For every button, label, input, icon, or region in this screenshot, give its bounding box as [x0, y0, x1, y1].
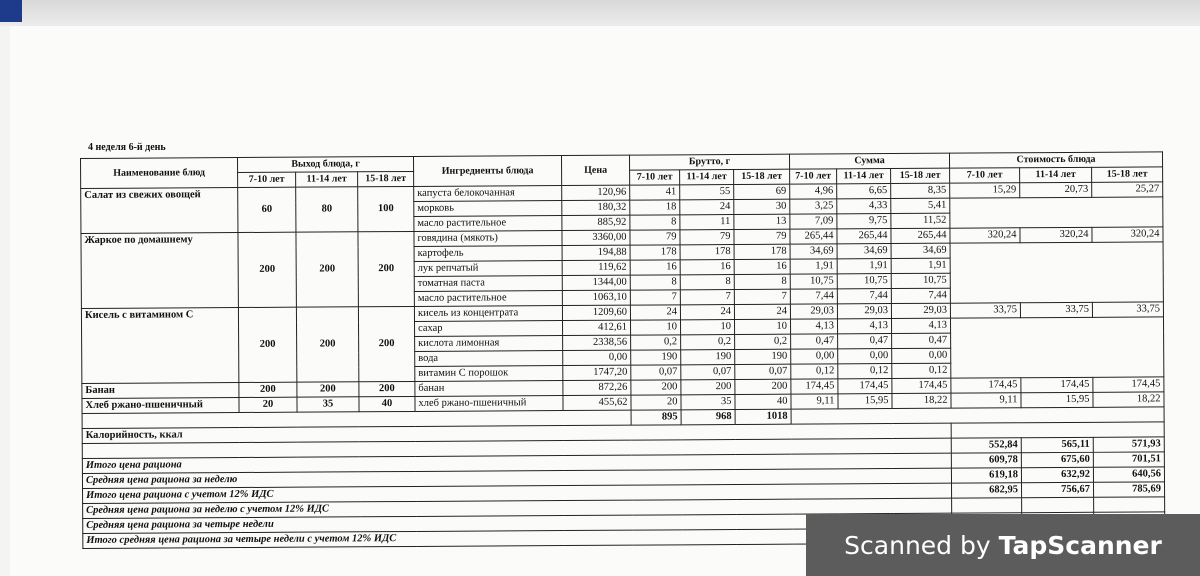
dish-name: Салат из свежих овощей: [81, 188, 238, 234]
scanner-watermark: [806, 514, 1200, 576]
dish-cost: 25,27: [1092, 182, 1163, 197]
empty-cell: [951, 422, 1164, 438]
dish-output: 200: [296, 232, 358, 307]
sum-value: 265,44: [891, 228, 950, 243]
sum-value: 265,44: [837, 229, 891, 244]
dish-output: 40: [359, 396, 415, 411]
sum-value: 4,96: [790, 184, 837, 199]
brutto-value: 79: [734, 229, 790, 244]
dish-cost: 15,95: [1021, 392, 1093, 407]
brutto-value: 0,2: [735, 334, 791, 349]
empty-cell: [950, 242, 1163, 303]
summary-value: 682,95: [952, 483, 1022, 498]
brutto-value: 10: [680, 320, 734, 335]
dish-output: 100: [358, 186, 414, 231]
brutto-value: 7: [680, 290, 734, 305]
sum-value: 0,12: [791, 364, 838, 379]
brutto-value: 55: [680, 185, 734, 200]
ingredient-name: витамин С порошок: [415, 366, 563, 382]
dish-cost: 18,22: [1093, 392, 1164, 407]
header-age: 15-18 лет: [891, 168, 950, 183]
brutto-value: 190: [735, 349, 791, 364]
sum-value: 4,33: [837, 199, 891, 214]
brutto-value: 30: [734, 199, 790, 214]
ingredient-price: 1747,20: [563, 365, 631, 380]
ingredient-name: вода: [415, 351, 563, 367]
sum-value: 1,91: [790, 259, 837, 274]
dish-output: 200: [239, 382, 297, 397]
sum-value: 34,69: [891, 243, 950, 258]
brutto-value: 7: [734, 289, 790, 304]
header-age: 7-10 лет: [630, 170, 680, 185]
summary-value: 640,56: [1093, 467, 1164, 482]
sum-value: 9,11: [791, 394, 838, 409]
ingredient-price: 180,32: [562, 200, 630, 215]
sum-value: 9,75: [837, 214, 891, 229]
header-output: Выход блюда, г: [238, 156, 414, 172]
sum-value: 6,65: [837, 184, 891, 199]
brutto-value: 190: [681, 350, 735, 365]
sum-value: 174,45: [791, 379, 838, 394]
dish-output: 35: [297, 397, 359, 412]
summary-label: Средняя цена рациона за неделю с учетом 12% ИДС: [83, 498, 952, 518]
ingredient-name: кислота лимонная: [415, 336, 563, 352]
summary-value: 619,18: [951, 468, 1021, 483]
brutto-value: 0,2: [631, 335, 681, 350]
header-dish: Наименование блюд: [81, 158, 238, 189]
dish-output: 200: [358, 306, 414, 381]
summary-value: [1022, 497, 1094, 512]
brutto-value: 8: [680, 275, 734, 290]
brutto-total: 1018: [735, 409, 791, 424]
header-age: 7-10 лет: [950, 168, 1020, 183]
ingredient-price: 872,26: [563, 380, 631, 395]
sum-value: 174,45: [892, 378, 951, 393]
ingredient-price: 2338,56: [563, 335, 631, 350]
summary-value: 701,51: [1093, 452, 1164, 467]
ingredient-price: 885,92: [562, 215, 630, 230]
brutto-value: 178: [680, 245, 734, 260]
ingredient-name: хлеб ржано-пшеничный: [415, 396, 563, 412]
dish-cost: 33,75: [950, 303, 1020, 318]
brutto-value: 7: [630, 290, 680, 305]
sum-value: 1,91: [891, 258, 950, 273]
sum-value: 15,95: [838, 394, 892, 409]
brutto-value: 0,07: [681, 365, 735, 380]
header-age: 7-10 лет: [238, 172, 296, 187]
brutto-value: 16: [734, 259, 790, 274]
header-age: 7-10 лет: [790, 169, 837, 184]
brutto-value: 11: [680, 215, 734, 230]
ingredient-name: томатная паста: [414, 276, 562, 292]
brutto-value: 40: [735, 394, 791, 409]
sum-value: 4,13: [790, 319, 837, 334]
brutto-value: 8: [630, 275, 680, 290]
header-ingredients: Ингредиенты блюда: [413, 156, 561, 187]
ingredient-name: лук репчатый: [414, 261, 562, 277]
header-age: 11-14 лет: [296, 172, 358, 187]
ingredient-name: кисель из концентрата: [414, 306, 562, 322]
dish-cost: 174,45: [1093, 377, 1164, 392]
dish-output: 60: [238, 187, 296, 232]
brutto-value: 16: [630, 260, 680, 275]
sum-value: 10,75: [891, 273, 950, 288]
sum-value: 0,00: [838, 349, 892, 364]
summary-value: [952, 498, 1022, 513]
header-sum: Сумма: [789, 153, 949, 169]
header-cost: Стоимость блюда: [949, 152, 1162, 168]
summary-value: 609,78: [951, 453, 1021, 468]
ingredient-name: масло растительное: [414, 216, 562, 232]
brutto-value: 10: [631, 320, 681, 335]
brutto-total: 895: [631, 410, 681, 425]
sum-value: 7,44: [837, 289, 891, 304]
dish-cost: 33,75: [1092, 302, 1163, 317]
header-age: 15-18 лет: [734, 169, 790, 184]
brutto-value: 24: [680, 305, 734, 320]
header-age: 11-14 лет: [837, 169, 891, 184]
dish-name: Жаркое по домашнему: [81, 233, 238, 309]
brutto-value: 200: [735, 379, 791, 394]
sum-value: 4,13: [891, 318, 950, 333]
brutto-value: 178: [630, 245, 680, 260]
sum-value: 5,41: [891, 198, 950, 213]
header-age: 11-14 лет: [680, 170, 734, 185]
dish-cost: 320,24: [950, 228, 1020, 243]
sum-value: 18,22: [892, 393, 951, 408]
ingredient-name: картофель: [414, 246, 562, 262]
ingredient-price: 3360,00: [562, 230, 630, 245]
calories-label: Калорийность, ккал: [82, 423, 951, 443]
brutto-value: 13: [734, 214, 790, 229]
brutto-value: 190: [631, 350, 681, 365]
summary-label: Средняя цена рациона за неделю: [82, 468, 951, 488]
ingredient-price: 1209,60: [562, 305, 630, 320]
sum-value: 7,44: [790, 289, 837, 304]
ingredient-name: сахар: [415, 321, 563, 337]
brutto-value: 178: [734, 244, 790, 259]
menu-table-body: [81, 182, 1165, 549]
brutto-value: 20: [631, 395, 681, 410]
dish-name: Хлеб ржано-пшеничный: [82, 398, 239, 414]
ingredient-name: говядина (мякоть): [414, 231, 562, 247]
brutto-value: 0,2: [681, 335, 735, 350]
summary-value: 756,67: [1022, 482, 1094, 497]
sum-value: 3,25: [790, 199, 837, 214]
sum-value: 29,03: [891, 303, 950, 318]
header-brutto: Брутто, г: [629, 154, 789, 170]
brutto-value: 8: [734, 274, 790, 289]
ingredient-price: 119,62: [562, 260, 630, 275]
dish-cost: 320,24: [1092, 227, 1163, 242]
header-price: Цена: [561, 155, 629, 185]
brutto-value: 0,07: [631, 365, 681, 380]
empty-cell: [950, 197, 1163, 228]
brutto-value: 79: [630, 230, 680, 245]
brutto-value: 16: [680, 260, 734, 275]
dish-output: 200: [297, 382, 359, 397]
dish-output: 200: [296, 307, 358, 382]
summary-value: 552,84: [951, 438, 1021, 453]
brutto-value: 200: [681, 380, 735, 395]
dish-cost: 174,45: [951, 378, 1021, 393]
dish-name: Кисель с витамином С: [81, 308, 238, 384]
watermark-prefix: Scanned by: [844, 530, 991, 560]
dish-output: 200: [358, 231, 414, 306]
summary-value: 785,69: [1094, 482, 1165, 497]
sum-value: 11,52: [891, 213, 950, 228]
sum-value: 0,47: [892, 333, 951, 348]
dish-cost: 15,29: [950, 183, 1020, 198]
ingredient-price: 120,96: [562, 185, 630, 200]
sum-value: 174,45: [838, 379, 892, 394]
ingredient-price: 194,88: [562, 245, 630, 260]
brutto-value: 0,07: [735, 364, 791, 379]
dish-name: Банан: [82, 383, 239, 399]
dish-cost: 20,73: [1020, 182, 1092, 197]
sum-value: 34,69: [790, 244, 837, 259]
sum-value: 29,03: [837, 304, 891, 319]
brutto-value: 24: [734, 304, 790, 319]
sum-value: 4,13: [837, 319, 891, 334]
dish-cost: 174,45: [1021, 377, 1093, 392]
menu-table: [80, 151, 1165, 549]
dish-output: 200: [238, 232, 296, 307]
sum-value: 10,75: [790, 274, 837, 289]
brutto-value: 24: [630, 305, 680, 320]
summary-value: [1094, 497, 1165, 512]
ingredient-name: банан: [415, 381, 563, 397]
ingredient-name: масло растительное: [414, 291, 562, 307]
header-age: 11-14 лет: [1020, 167, 1092, 182]
summary-label: Итого средняя цена рациона за четыре недели с учетом 12% ИДС: [83, 528, 952, 548]
watermark-brand: TapScanner: [998, 530, 1162, 560]
dish-cost: 33,75: [1020, 302, 1092, 317]
brutto-value: 41: [630, 185, 680, 200]
sum-value: 7,44: [891, 288, 950, 303]
brutto-value: 69: [734, 184, 790, 199]
summary-value: 632,92: [1021, 467, 1093, 482]
ingredient-price: 412,61: [563, 320, 631, 335]
sum-value: 0,00: [791, 349, 838, 364]
dish-output: 80: [296, 187, 358, 232]
brutto-total: 968: [681, 410, 735, 425]
ingredient-price: 1063,10: [562, 290, 630, 305]
dish-output: 200: [238, 307, 296, 382]
sum-value: 10,75: [837, 274, 891, 289]
summary-value: 675,60: [1021, 452, 1093, 467]
dish-output: 20: [239, 397, 297, 412]
empty-cell: [950, 317, 1163, 378]
dish-cost: 9,11: [951, 393, 1021, 408]
summary-label: Средняя цена рациона за четыре недели: [83, 513, 952, 533]
sum-value: 0,47: [838, 334, 892, 349]
ingredient-name: капуста белокочанная: [414, 186, 562, 202]
sum-value: 265,44: [790, 229, 837, 244]
sum-value: 7,09: [790, 214, 837, 229]
sum-value: 34,69: [837, 244, 891, 259]
scan-edge: [0, 0, 22, 22]
sum-value: 0,47: [791, 334, 838, 349]
brutto-value: 18: [630, 200, 680, 215]
page-caption: 4 неделя 6-й день: [88, 142, 166, 153]
header-age: 15-18 лет: [358, 171, 414, 186]
dish-output: 200: [359, 381, 415, 396]
brutto-value: 200: [631, 380, 681, 395]
ingredient-name: морковь: [414, 201, 562, 217]
sum-value: 0,00: [892, 348, 951, 363]
scan-top-band: [0, 0, 1200, 26]
brutto-value: 79: [680, 230, 734, 245]
brutto-value: 35: [681, 395, 735, 410]
sum-value: 0,12: [892, 363, 951, 378]
summary-label: Итого цена рациона с учетом 12% ИДС: [83, 483, 952, 503]
brutto-value: 10: [734, 319, 790, 334]
dish-cost: 320,24: [1020, 227, 1092, 242]
sum-value: 8,35: [891, 183, 950, 198]
sum-value: 29,03: [790, 304, 837, 319]
brutto-value: 8: [630, 215, 680, 230]
summary-value: 571,93: [1093, 437, 1164, 452]
summary-value: 565,11: [1021, 437, 1093, 452]
ingredient-price: 455,62: [563, 395, 631, 410]
summary-label: Итого цена рациона: [82, 453, 951, 473]
ingredient-price: 0,00: [563, 350, 631, 365]
ingredient-price: 1344,00: [562, 275, 630, 290]
sum-value: 1,91: [837, 259, 891, 274]
sum-value: 0,12: [838, 364, 892, 379]
brutto-value: 24: [680, 200, 734, 215]
header-age: 15-18 лет: [1092, 167, 1163, 182]
